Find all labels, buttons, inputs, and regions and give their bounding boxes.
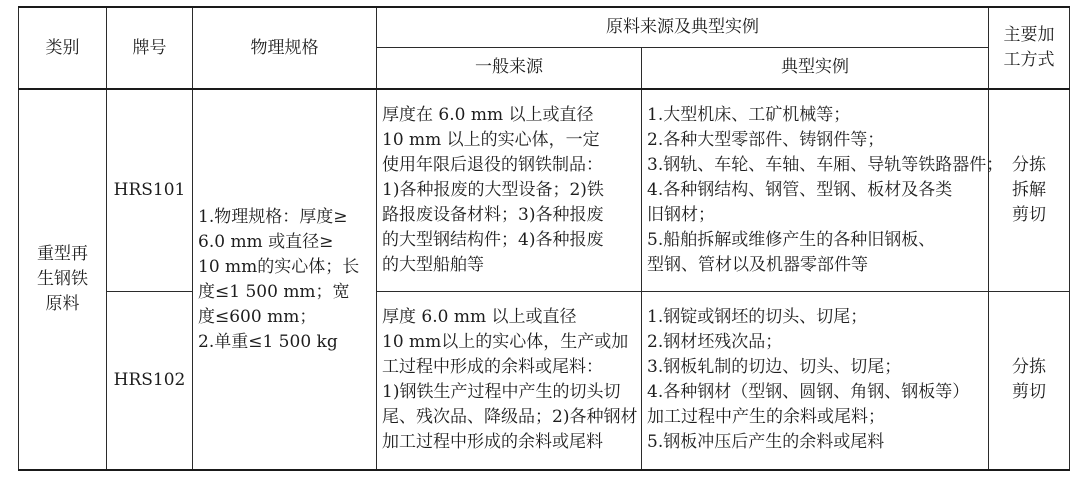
example-line: 3.钢板轧制的切边、切头、切尾； [647, 357, 902, 378]
method-line: 剪切 [1012, 204, 1046, 225]
header-typical-example: 典型实例 [642, 47, 989, 89]
source-line: 1)钢铁生产过程中产生的切头切 [382, 382, 621, 403]
source-line: 的大型钢结构件；4)各种报废 [382, 229, 604, 250]
example-line: 1.大型机床、工矿机械等； [647, 104, 851, 125]
example-line: 4.各种钢结构、钢管、型钢、板材及各类 [647, 179, 953, 200]
method-line: 剪切 [1012, 382, 1046, 403]
header-source-group: 原料来源及典型实例 [377, 7, 989, 47]
table-row [19, 291, 1070, 470]
source-line: 尾、残次品、降级品；2)各种钢材 [382, 407, 638, 428]
example-line: 4.各种钢材（型钢、圆钢、角钢、钢板等） [647, 382, 970, 403]
example-line: 3.钢轨、车轮、车轴、车厢、导轨等铁路器件； [647, 154, 1004, 175]
source-line: 工过程中形成的余料或尾料： [382, 357, 603, 378]
spec-line: 6.0 mm 或直径≥ [198, 231, 334, 252]
header-method [989, 7, 1070, 89]
source-line: 厚度在 6.0 mm 以上或直径 [382, 104, 594, 125]
example-line: 加工过程中产生的余料或尾料； [647, 407, 885, 428]
grade-cell-hrs102: HRS102 [107, 291, 193, 470]
source-line: 10 mm 以上的实心体，一定 [382, 129, 600, 150]
source-line: 使用年限后退役的钢铁制品： [382, 154, 603, 175]
example-line: 2.钢材坯残次品； [647, 332, 783, 353]
category-line: 原料 [45, 294, 80, 314]
grade-cell-hrs101: HRS101 [107, 89, 193, 291]
spec-line: 2.单重≤1 500 kg [198, 331, 338, 352]
method-cell-hrs102 [989, 291, 1070, 470]
spec-line: 度≤600 mm； [198, 306, 317, 327]
header-grade: 牌号 [107, 7, 193, 89]
table-row [19, 89, 1070, 291]
source-line: 的大型船舶等 [382, 254, 484, 275]
source-line: 10 mm以上的实心体，生产或加 [382, 332, 629, 353]
source-cell-hrs102 [377, 291, 642, 470]
spec-cell [193, 89, 377, 470]
spec-line: 1.物理规格：厚度≥ [198, 206, 348, 227]
category-line: 生钢铁 [37, 269, 88, 289]
method-line: 分拣 [1012, 357, 1046, 378]
source-line: 厚度 6.0 mm 以上或直径 [382, 307, 577, 328]
example-line: 5.钢板冲压后产生的余料或尾料 [647, 432, 885, 453]
source-line: 加工过程中形成的余料或尾料 [382, 432, 603, 453]
example-line: 1.钢锭或钢坯的切头、切尾； [647, 307, 868, 328]
header-method-line: 工方式 [1003, 50, 1055, 70]
example-line: 型钢、管材以及机器零部件等 [647, 254, 868, 275]
header-method-line: 主要加 [1003, 25, 1055, 45]
example-line: 旧钢材； [647, 204, 715, 225]
scrap-steel-table [18, 6, 1070, 471]
example-line: 2.各种大型零部件、铸钢件等； [647, 129, 885, 150]
example-cell-hrs101 [642, 89, 1004, 291]
spec-line: 度≤1 500 mm；宽 [198, 281, 350, 302]
category-line: 重型再 [37, 244, 88, 264]
source-cell-hrs101 [377, 89, 642, 291]
method-line: 分拣 [1012, 154, 1046, 175]
example-cell-hrs102 [642, 291, 989, 470]
header-spec: 物理规格 [193, 7, 377, 89]
method-cell-hrs101 [989, 89, 1070, 291]
category-cell [19, 89, 107, 470]
method-line: 拆解 [1012, 179, 1046, 200]
source-line: 1)各种报废的大型设备；2)铁 [382, 179, 604, 200]
spec-line: 10 mm的实心体；长 [198, 256, 360, 277]
source-line: 路报废设备材料；3)各种报废 [382, 204, 604, 225]
header-general-source: 一般来源 [377, 47, 642, 89]
header-category: 类别 [19, 7, 107, 89]
example-line: 5.船舶拆解或维修产生的各种旧钢板、 [647, 229, 936, 250]
